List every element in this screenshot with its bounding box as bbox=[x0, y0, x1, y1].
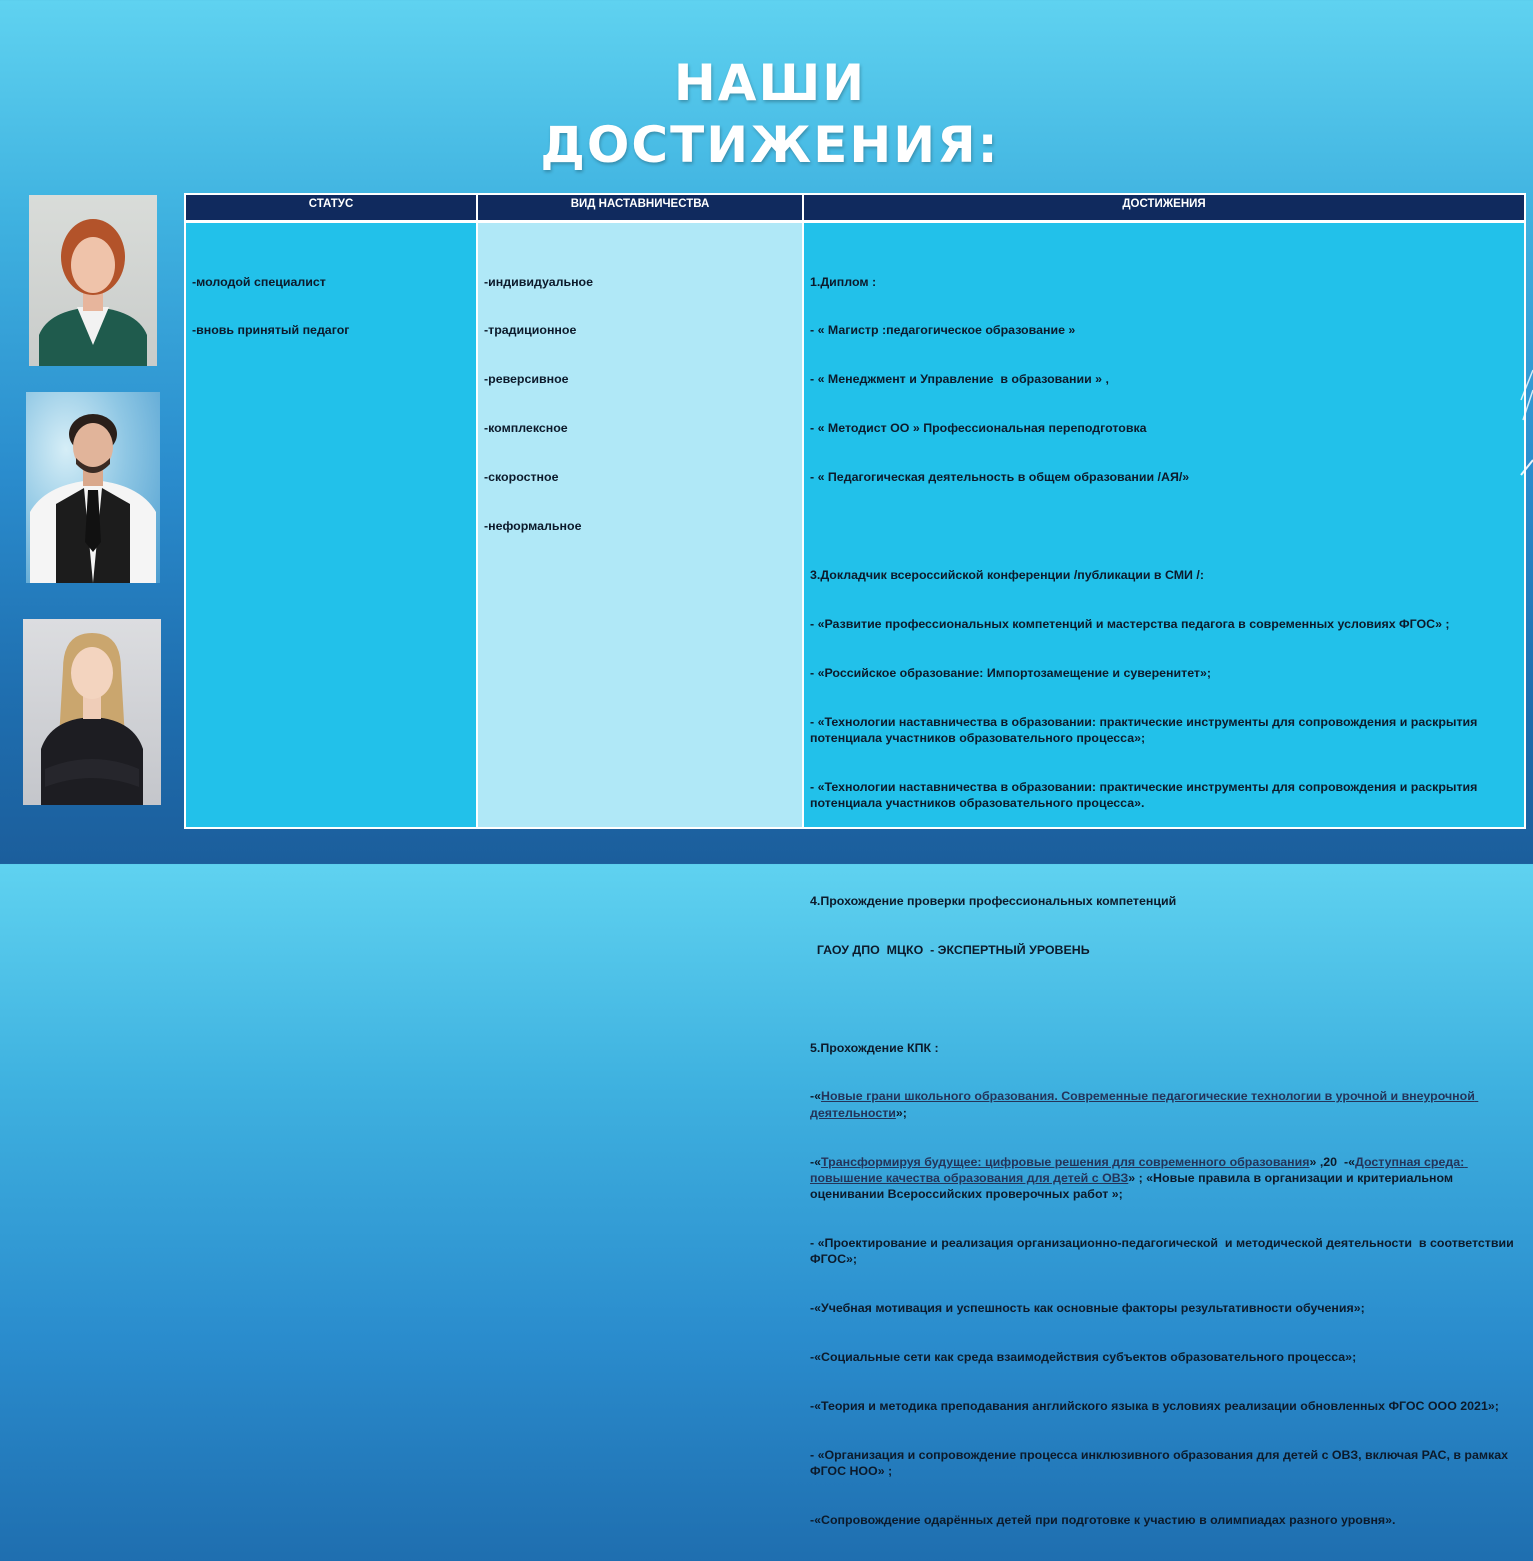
list-item: -скоростное bbox=[484, 470, 559, 485]
status-list bbox=[192, 241, 472, 371]
list-item: - «Технологии наставничества в образовании: практические инструменты для сопровождения и раскрытия потенциала участников образовательного процесса». bbox=[810, 779, 1481, 811]
photo-mentor-2 bbox=[26, 392, 160, 583]
list-item bbox=[810, 1088, 1522, 1121]
mentoring-list bbox=[484, 241, 800, 567]
list-item: - « Магистр :педагогическое образование » bbox=[810, 323, 1076, 338]
list-item: - « Педагогическая деятельность в общем образовании /АЯ/» bbox=[810, 470, 1190, 485]
header-mentoring-type: ВИД НАСТАВНИЧЕСТВА bbox=[478, 195, 804, 223]
list-item: -комплексное bbox=[484, 421, 568, 436]
decorative-lines-icon bbox=[1521, 370, 1533, 480]
photo-mentor-3 bbox=[23, 619, 161, 805]
list-item: - « Менеджмент и Управление в образовании » , bbox=[810, 372, 1109, 387]
list-item: ГАОУ ДПО МЦКО - ЭКСПЕРТНЫЙ УРОВЕНЬ bbox=[810, 942, 1090, 957]
list-item: -молодой специалист bbox=[192, 274, 326, 289]
spacer bbox=[810, 991, 1522, 1007]
list-item: - «Российское образование: Импортозамещение и суверенитет»; bbox=[810, 665, 1212, 680]
text: -« bbox=[810, 1089, 822, 1104]
header-achievements: ДОСТИЖЕНИЯ bbox=[804, 195, 1524, 223]
text: » ; «Новые правила в организации и критериальном оценивании Всероссийских проверочных работ »; bbox=[810, 1170, 1457, 1202]
list-item: -традиционное bbox=[484, 323, 577, 338]
text: -« bbox=[810, 1154, 822, 1169]
list-item: - «Технологии наставничества в образовании: практические инструменты для сопровождения и раскрытия потенциала участников образовательного процесса»; bbox=[810, 714, 1481, 745]
course-link[interactable]: Доступная среда: повышение качества образования для детей с ОВЗ bbox=[810, 1154, 1468, 1185]
list-item: -«Социальные сети как среда взаимодействия субъектов образовательного процесса»; bbox=[810, 1350, 1357, 1365]
list-item: -вновь принятый педагог bbox=[192, 323, 350, 338]
achievements-text bbox=[810, 241, 1522, 1561]
speaker-title: 3.Докладчик всероссийской конференции /публикации в СМИ /: bbox=[810, 567, 1204, 582]
text: »; bbox=[895, 1105, 907, 1120]
list-item: -неформальное bbox=[484, 519, 582, 534]
list-item bbox=[810, 1154, 1522, 1203]
list-item: -реверсивное bbox=[484, 372, 569, 387]
achievements-table bbox=[184, 193, 1526, 1528]
course-link[interactable]: Новые грани школьного образования. Современные педагогические технологии в урочной и внеурочной деятельности bbox=[810, 1089, 1479, 1120]
list-item: - «Проектирование и реализация организационно-педагогической и методической деятельности в соответствии ФГОС»; bbox=[810, 1236, 1518, 1267]
course-link[interactable]: Трансформируя будущее: цифровые решения для современного образования bbox=[821, 1154, 1310, 1169]
text: » ,20 -« bbox=[1309, 1154, 1355, 1169]
list-item: -«Теория и методика преподавания английского языка в условиях реализации обновленных ФГОС ООО 2021»; bbox=[810, 1399, 1499, 1414]
page-title bbox=[440, 52, 1100, 176]
check-title: 4.Прохождение проверки профессиональных компетенций bbox=[810, 893, 1177, 908]
diploma-title: 1.Диплом : bbox=[810, 274, 877, 289]
title-line-2: ДОСТИЖЕНИЯ: bbox=[540, 116, 1000, 174]
list-item: -«Учебная мотивация и успешность как основные факторы результативности обучения»; bbox=[810, 1301, 1365, 1316]
header-status: СТАТУС bbox=[186, 195, 478, 223]
photo-mentor-1 bbox=[29, 195, 157, 366]
spacer bbox=[810, 844, 1522, 860]
spacer bbox=[810, 518, 1522, 534]
list-item: - «Организация и сопровождение процесса инклюзивного образования для детей с ОВЗ, включая РАС, в рамках ФГОС НОО» ; bbox=[810, 1447, 1512, 1479]
list-item: - « Методист ОО » Профессиональная переподготовка bbox=[810, 421, 1147, 436]
list-item: - «Развитие профессиональных компетенций и мастерства педагога в современных условиях ФГОС» ; bbox=[810, 616, 1450, 631]
title-line-1: НАШИ bbox=[673, 54, 867, 112]
list-item: -«Сопровождение одарённых детей при подготовке к участию в олимпиадах разного уровня». bbox=[810, 1513, 1396, 1528]
kpk-title: 5.Прохождение КПК : bbox=[810, 1040, 939, 1055]
list-item: -индивидуальное bbox=[484, 274, 594, 289]
